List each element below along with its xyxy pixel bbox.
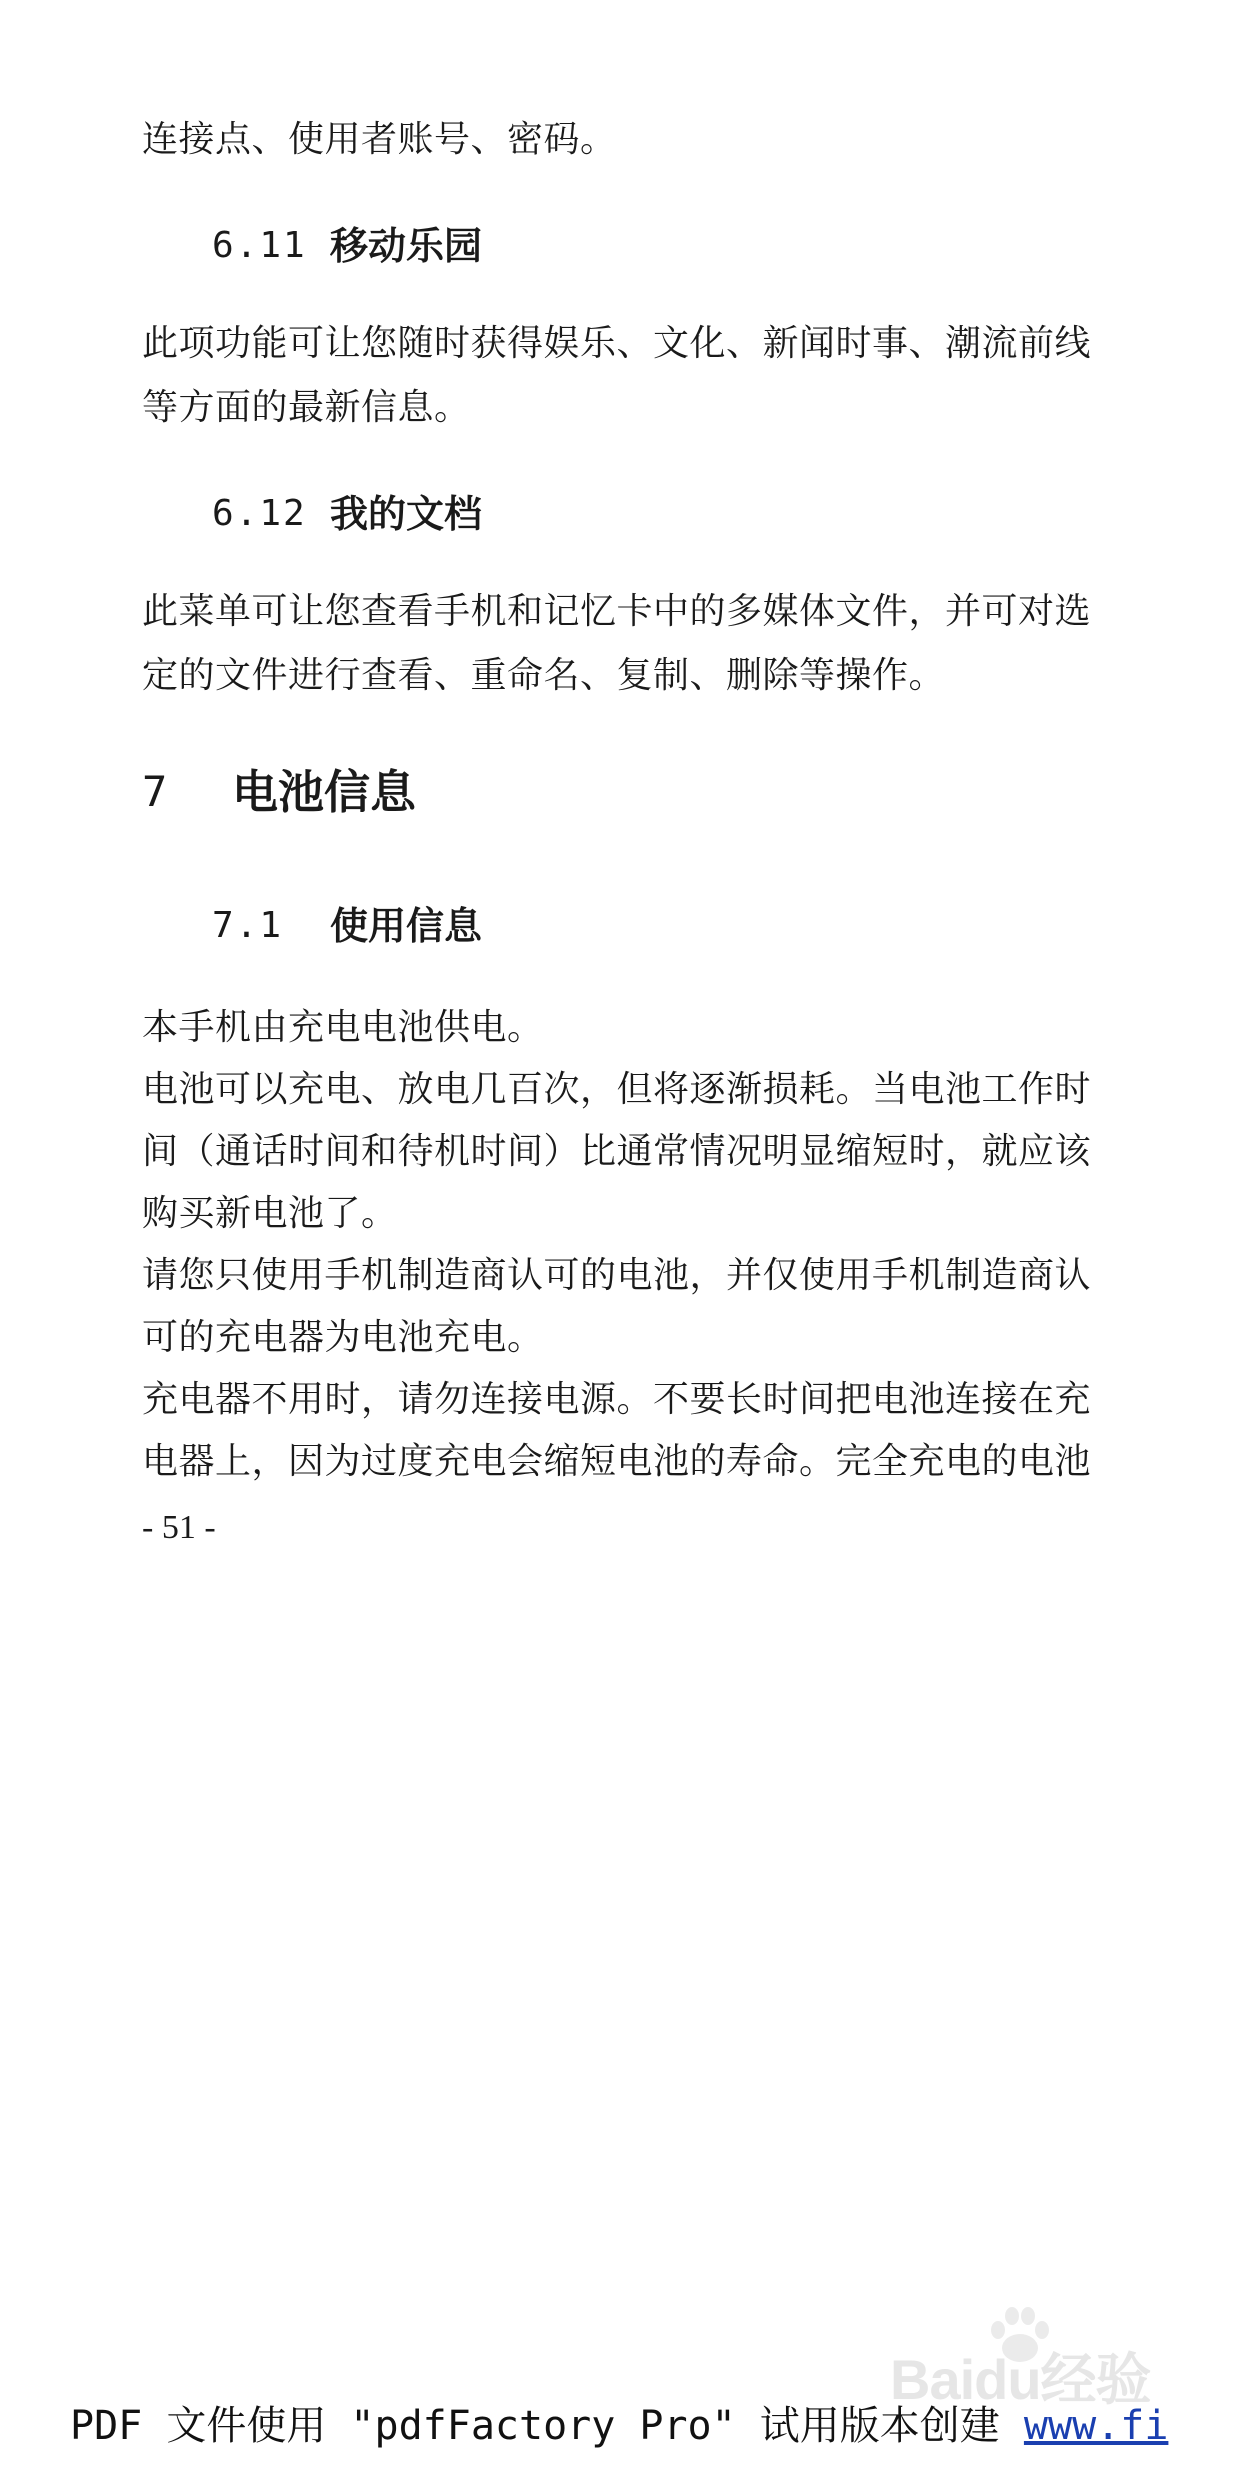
section-title: 移动乐园 [330,224,483,268]
paragraph-line: 本手机由充电电池供电。 [142,1007,544,1048]
paragraph-line: 可的充电器为电池充电。 [142,1317,544,1358]
paragraph-line: 间（通话时间和待机时间）比通常情况明显缩短时，就应该 [142,1131,1092,1172]
baidu-watermark [880,2300,1180,2410]
section-title: 我的文档 [330,492,483,536]
paragraph-line: 定的文件进行查看、重命名、复制、删除等操作。 [142,655,946,696]
paragraph-line: 此项功能可让您随时获得娱乐、文化、新闻时事、潮流前线 [142,323,1092,364]
paragraph-line: 电器上，因为过度充电会缩短电池的寿命。完全充电的电池 [142,1441,1092,1482]
paragraph-line: 电池可以充电、放电几百次，但将逐渐损耗。当电池工作时 [142,1069,1092,1110]
footer-text: PDF 文件使用 "pdfFactory Pro" 试用版本创建 [70,2403,1000,2449]
paragraph-line: 等方面的最新信息。 [142,387,471,428]
paragraph-line: 充电器不用时，请勿连接电源。不要长时间把电池连接在充 [142,1379,1092,1420]
section-number: 6.12 [212,493,307,534]
intro-text: 连接点、使用者账号、密码。 [142,119,617,160]
section-number: 6.11 [212,225,307,266]
footer-link[interactable]: www.fi [1023,2403,1169,2449]
section-number: 7.1 [212,905,284,946]
pdf-footer [70,2400,1168,2452]
section-title: 使用信息 [330,904,483,948]
watermark-text: Baidu经验 [890,2348,1151,2411]
chapter-number: 7 [142,767,168,816]
paragraph-line: 请您只使用手机制造商认可的电池，并仅使用手机制造商认 [142,1255,1092,1296]
paragraph-line: 此菜单可让您查看手机和记忆卡中的多媒体文件，并可对选 [142,591,1092,632]
page-number: - 51 - [142,1509,216,1546]
paragraph-line: 购买新电池了。 [142,1193,398,1234]
chapter-title: 电池信息 [232,765,416,819]
